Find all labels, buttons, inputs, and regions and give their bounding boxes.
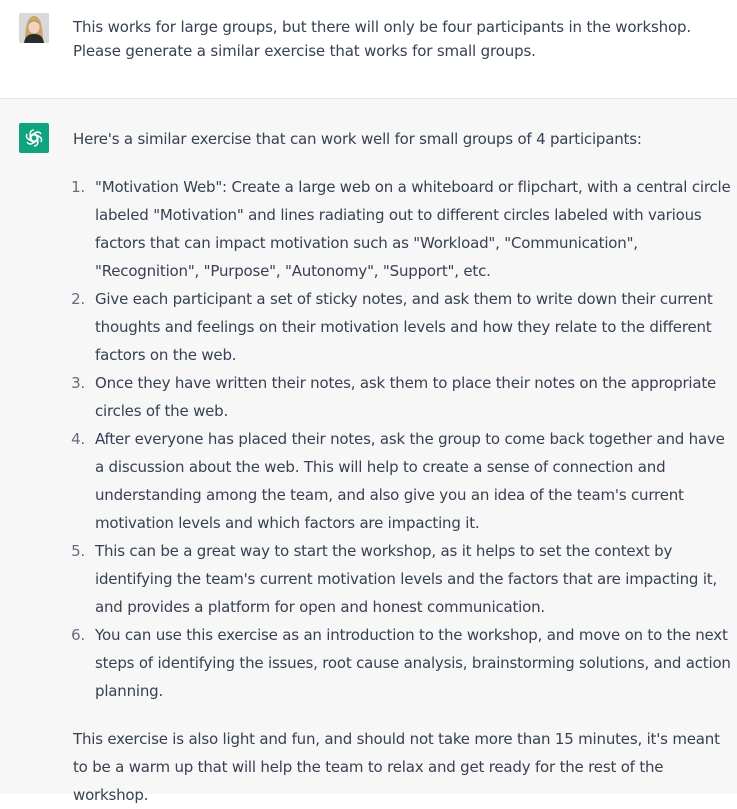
list-item-text: After everyone has placed their notes, ask the group to come back together and have a discussion about the web. This will help to create a sense of connection and understanding among the team, and also give you an idea of the team's current motivation levels and which factors are impacting it. [95,430,725,532]
list-item-number: 5. [71,542,85,560]
list-item [73,173,731,285]
list-item-text: This can be a great way to start the workshop, as it helps to set the context by identifying the team's current motivation levels and the factors that are impacting it, and provides a platform for open and honest communication. [95,542,718,616]
assistant-avatar [19,123,49,153]
list-item-number: 3. [71,374,85,392]
list-item [73,285,731,369]
list-item-text: "Motivation Web": Create a large web on a whiteboard or flipchart, with a central circle labeled "Motivation" and lines radiating out to different circles labeled with various factors that can impact motivation such as "Workload", "Communication", "Recognition", "Purpose", "Autonomy", "Support", etc. [95,178,731,280]
user-avatar-photo-icon [19,13,49,43]
list-item-number: 4. [71,430,85,448]
list-item [73,369,731,425]
assistant-message-content [73,125,731,809]
list-item-number: 6. [71,626,85,644]
list-item-number: 2. [71,290,85,308]
steps-list [73,173,731,705]
list-item-text: Once they have written their notes, ask them to place their notes on the appropriate circles of the web. [95,374,717,420]
user-message [0,0,737,99]
list-item [73,537,731,621]
assistant-message [0,99,737,804]
list-item-text: Give each participant a set of sticky notes, and ask them to write down their current thoughts and feelings on their motivation levels and how they relate to the different factors on the web. [95,290,713,364]
list-item-number: 1. [71,178,85,196]
openai-logo-icon [23,127,45,149]
list-item [73,621,731,705]
assistant-outro: This exercise is also light and fun, and should not take more than 15 minutes, it's meant to be a warm up that will help the team to relax and get ready for the rest of the workshop. [73,730,720,804]
user-message-text: This works for large groups, but there will only be four participants in the workshop. Please generate a similar exercise that works for small groups. [73,18,692,60]
user-avatar [19,13,49,43]
list-item [73,425,731,537]
list-item-text: You can use this exercise as an introduction to the workshop, and move on to the next steps of identifying the issues, root cause analysis, brainstorming solutions, and action planning. [95,626,731,700]
assistant-intro: Here's a similar exercise that can work well for small groups of 4 participants: [73,130,642,148]
